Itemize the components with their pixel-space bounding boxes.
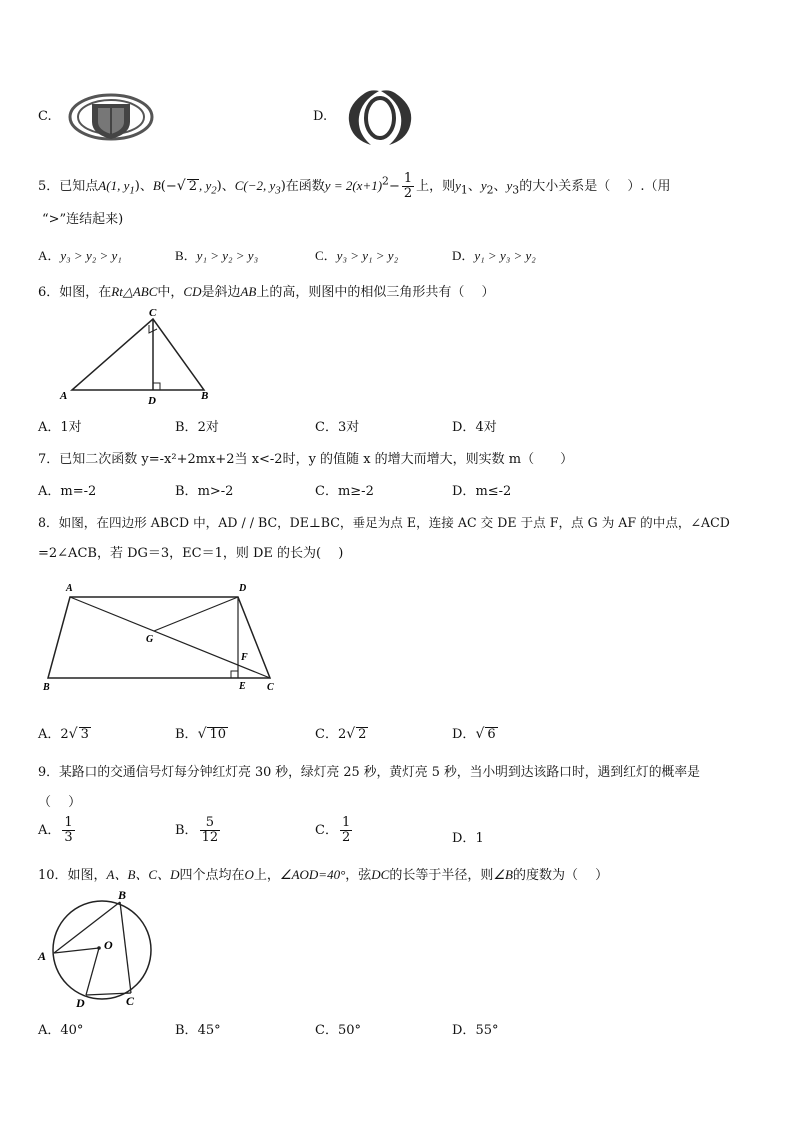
q9-option-c — [315, 816, 354, 845]
q10-option-a-label: A． — [38, 1023, 61, 1038]
q10-dc: DC — [371, 867, 390, 882]
q10-option-c-label: C． — [315, 1023, 338, 1038]
q6-option-a — [38, 416, 82, 435]
q10-label-b: B — [118, 888, 127, 902]
q10-prefix: 10．如图， — [38, 868, 107, 883]
q7-option-c-label: C． — [315, 484, 338, 499]
q8-option-b-label: B． — [175, 727, 198, 742]
q9-option-a-label: A． — [38, 823, 61, 838]
q5-option-c-expr: y₃ > y₁ > y₂ — [336, 248, 399, 263]
q5-option-a-label: A． — [38, 248, 61, 263]
q7-option-d — [452, 480, 511, 499]
radical-icon: √ — [475, 726, 485, 742]
q6-option-a-label: A． — [38, 420, 61, 435]
q6-prefix: 6．如图，在 — [38, 285, 112, 300]
q5-option-a-expr: y₃ > y₂ > y₁ — [60, 248, 122, 263]
q10-mid4: 的长等于半径，则 — [389, 868, 494, 883]
q7-option-a-text: m=-2 — [60, 484, 97, 499]
q8-option-c — [315, 723, 368, 742]
q10-option-b-text: 45° — [197, 1023, 221, 1038]
q5-func-sup: 2 — [382, 174, 389, 188]
q5-sep1: )、 — [134, 179, 153, 194]
q8-stem-line1: 8．如图，在四边形 ABCD 中，AD / / BC，DE⊥BC，垂足为点 E，连接 AC 交 DE 于点 F，点 G 为 AF 的中点，∠ACD — [38, 515, 730, 530]
q4-option-d-logo-icon — [345, 85, 415, 149]
q9-option-d-text: 1 — [475, 831, 484, 846]
q7-option-c-text: m≥-2 — [337, 484, 374, 499]
q10-label-d: D — [76, 996, 85, 1010]
q8-label-e: E — [239, 681, 246, 692]
q7-option-d-text: m≤-2 — [475, 484, 512, 499]
q5-point-c: C — [234, 178, 244, 193]
q5-option-d — [452, 245, 536, 264]
radical-icon: √ — [346, 726, 356, 742]
q6-option-c-label: C． — [315, 420, 338, 435]
q5-option-b — [175, 245, 258, 264]
q5-point-c-sub: 3 — [275, 184, 281, 197]
q5-stem-line2: “>”连结起来) — [42, 212, 124, 227]
q10-option-c — [315, 1019, 361, 1038]
q10-mid3: ，弦 — [345, 868, 372, 883]
q10-option-c-text: 50° — [337, 1023, 361, 1038]
q9-option-b — [175, 816, 222, 845]
q5-point-b-radicand: 2 — [188, 179, 197, 194]
q6-option-b — [175, 416, 219, 435]
q5-option-a — [38, 245, 122, 264]
q8-label-g: G — [146, 634, 154, 645]
radical-icon: √ — [68, 726, 78, 742]
q6-ab: AB — [240, 284, 257, 299]
q8-option-a-coef: 2 — [60, 727, 69, 742]
q5-frac-den: 2 — [403, 186, 413, 201]
q6-mid2: 是斜边 — [201, 285, 241, 300]
q5-point-b-open: (− — [160, 179, 177, 194]
q8-stem-line2: =2∠ACB，若 DG＝3，EC＝1，则 DE 的长为( ) — [38, 546, 344, 561]
q8-label-a: A — [66, 583, 73, 594]
q6-label-a: A — [60, 390, 68, 402]
q8-option-a-label: A． — [38, 727, 61, 742]
q5-option-b-expr: y₁ > y₂ > y₃ — [196, 248, 259, 263]
q9-option-b-den: 12 — [201, 830, 219, 845]
q5-point-c-args: (−2, y — [243, 178, 276, 193]
q7-option-b — [175, 480, 233, 499]
q9-option-b-label: B． — [175, 823, 198, 838]
q10-option-d-label: D． — [452, 1023, 476, 1038]
q7-option-b-label: B． — [175, 484, 198, 499]
q10-mid1: 四个点均在 — [179, 868, 245, 883]
q6-option-b-label: B． — [175, 420, 198, 435]
q6-option-c-text: 3对 — [337, 420, 360, 435]
q8-option-a-radicand: 3 — [80, 727, 89, 742]
q9-option-d-label: D． — [452, 831, 476, 846]
q5-y3-sub: 3 — [512, 183, 520, 197]
q5-frac-num: 1 — [403, 171, 413, 186]
q7-stem: 7．已知二次函数 y=-x²+2mx+2当 x<-2时，y 的值随 x 的增大而增大，则实数 m（ ） — [38, 452, 574, 467]
q5-point-b-sub: 2 — [211, 184, 217, 197]
q6-suffix: 上的高，则图中的相似三角形共有（ ） — [256, 285, 495, 300]
q5-middle: 上，则 — [416, 179, 456, 194]
q5-point-b: B — [152, 178, 161, 193]
q5-in-func: )在函数 — [280, 179, 325, 194]
q10-circle-figure — [36, 888, 160, 1012]
q5-option-d-label: D． — [452, 248, 475, 263]
q5-option-c-label: C． — [315, 248, 337, 263]
q6-label-c: C — [149, 307, 157, 319]
q8-option-d — [452, 723, 498, 742]
q10-mid2: 上， — [253, 868, 280, 883]
q6-option-a-text: 1对 — [60, 420, 82, 435]
q5-y1: y — [455, 178, 461, 193]
q9-option-c-fraction — [340, 816, 352, 845]
q10-o: O — [244, 867, 254, 882]
q5-point-b-tail: , y — [198, 178, 212, 193]
q8-label-b: B — [43, 682, 50, 693]
q6-option-b-text: 2对 — [197, 420, 219, 435]
q5-func-minus: − — [388, 179, 400, 194]
q8-option-c-coef: 2 — [337, 727, 347, 742]
q5-point-a-sub: 1 — [129, 184, 135, 197]
q6-label-d: D — [148, 395, 156, 407]
q10-option-a — [38, 1019, 83, 1038]
q9-option-c-num: 1 — [341, 815, 351, 830]
q5-y2: y — [480, 178, 487, 193]
q7-option-b-text: m>-2 — [197, 484, 234, 499]
q6-label-b: B — [201, 390, 209, 402]
q10-option-b-label: B． — [175, 1023, 198, 1038]
q8-option-b-radicand: 10 — [209, 727, 227, 742]
q9-option-a-fraction — [62, 816, 74, 845]
q10-angle: ∠AOD=40° — [279, 867, 346, 882]
q8-option-b — [175, 723, 228, 742]
q8-option-c-label: C． — [315, 727, 338, 742]
q8-label-c: C — [267, 682, 274, 693]
q8-option-a — [38, 723, 91, 742]
q5-func-fraction — [402, 172, 414, 201]
q6-option-c — [315, 416, 359, 435]
q5-suffix: 的大小关系是（ ）.（用 — [519, 179, 671, 194]
q5-option-c — [315, 245, 398, 264]
q6-option-d-label: D． — [452, 420, 476, 435]
q10-option-d-text: 55° — [475, 1023, 499, 1038]
q7-option-c — [315, 480, 374, 499]
q8-option-d-label: D． — [452, 727, 476, 742]
q6-option-d-text: 4对 — [475, 420, 497, 435]
q6-mid1: 中， — [157, 285, 184, 300]
q4-option-d-label: D. — [313, 109, 328, 124]
q5-option-d-expr: y₁ > y₃ > y₂ — [474, 248, 536, 263]
q7-option-d-label: D． — [452, 484, 476, 499]
q8-option-c-radicand: 2 — [358, 727, 367, 742]
q8-label-d: D — [239, 583, 247, 594]
q7-option-a — [38, 480, 96, 499]
q5-y1-sub: 1 — [460, 183, 468, 197]
q10-label-a: A — [38, 949, 47, 963]
q4-option-c-label: C. — [38, 109, 52, 124]
q5-y2-sub: 2 — [486, 183, 494, 197]
q4-option-c-logo-icon — [68, 92, 154, 142]
q8-label-f: F — [241, 652, 248, 663]
q8-option-d-radicand: 6 — [487, 727, 496, 742]
q10-option-a-text: 40° — [60, 1023, 84, 1038]
q6-stem — [38, 281, 495, 300]
q5-option-b-label: B． — [175, 248, 197, 263]
q10-points: A、B、C、D — [106, 867, 180, 882]
radical-icon: √ — [176, 178, 186, 194]
q5-y3: y — [506, 178, 513, 193]
q9-option-c-den: 2 — [341, 830, 351, 845]
q6-option-d — [452, 416, 497, 435]
q9-stem-line1: 9．某路口的交通信号灯每分钟红灯亮 30 秒，绿灯亮 25 秒，黄灯亮 5 秒，当小明到达该路口时，遇到红灯的概率是 — [38, 765, 700, 780]
q7-option-a-label: A． — [38, 484, 61, 499]
q5-func-lhs: y = 2(x+1) — [324, 178, 383, 193]
q6-triangle: Rt△ABC — [111, 284, 158, 299]
q9-option-d — [452, 827, 484, 846]
q8-quadrilateral-figure — [38, 580, 283, 695]
q5-point-a-args: (1, y — [106, 178, 130, 193]
q10-label-c: C — [126, 994, 135, 1008]
q10-suffix: 的度数为（ ） — [512, 868, 609, 883]
q6-triangle-figure — [58, 305, 218, 407]
q9-option-a — [38, 816, 77, 845]
q10-angle-b: ∠B — [493, 867, 513, 882]
q10-stem — [38, 864, 608, 883]
q9-option-b-num: 5 — [200, 816, 221, 831]
q5-sep2: )、 — [216, 179, 235, 194]
q5-prefix: 5．已知点 — [38, 179, 99, 194]
q9-option-a-den: 3 — [64, 830, 73, 845]
q9-option-b-fraction — [200, 816, 221, 845]
q9-stem-line2: （ ） — [38, 795, 82, 810]
q10-option-b — [175, 1019, 221, 1038]
q10-option-d — [452, 1019, 498, 1038]
q5-point-a: A — [98, 178, 107, 193]
q10-label-o: O — [104, 938, 113, 952]
q9-option-a-num: 1 — [64, 815, 73, 830]
q6-cd: CD — [183, 284, 202, 299]
q9-option-c-label: C． — [315, 823, 338, 838]
radical-icon: √ — [197, 726, 207, 742]
q5-stem-line1: 5．已知点A(1, $y_1$)、B(−√ 2 , $y_2$)、C(−2, $y_3$)在函数$y = 2(x+1)^2-$ $\frac{1}{2}$ 上，则$y_1$、$y_2$、$y_3$的大小关系是（ ）.（用 — [38, 171, 671, 201]
